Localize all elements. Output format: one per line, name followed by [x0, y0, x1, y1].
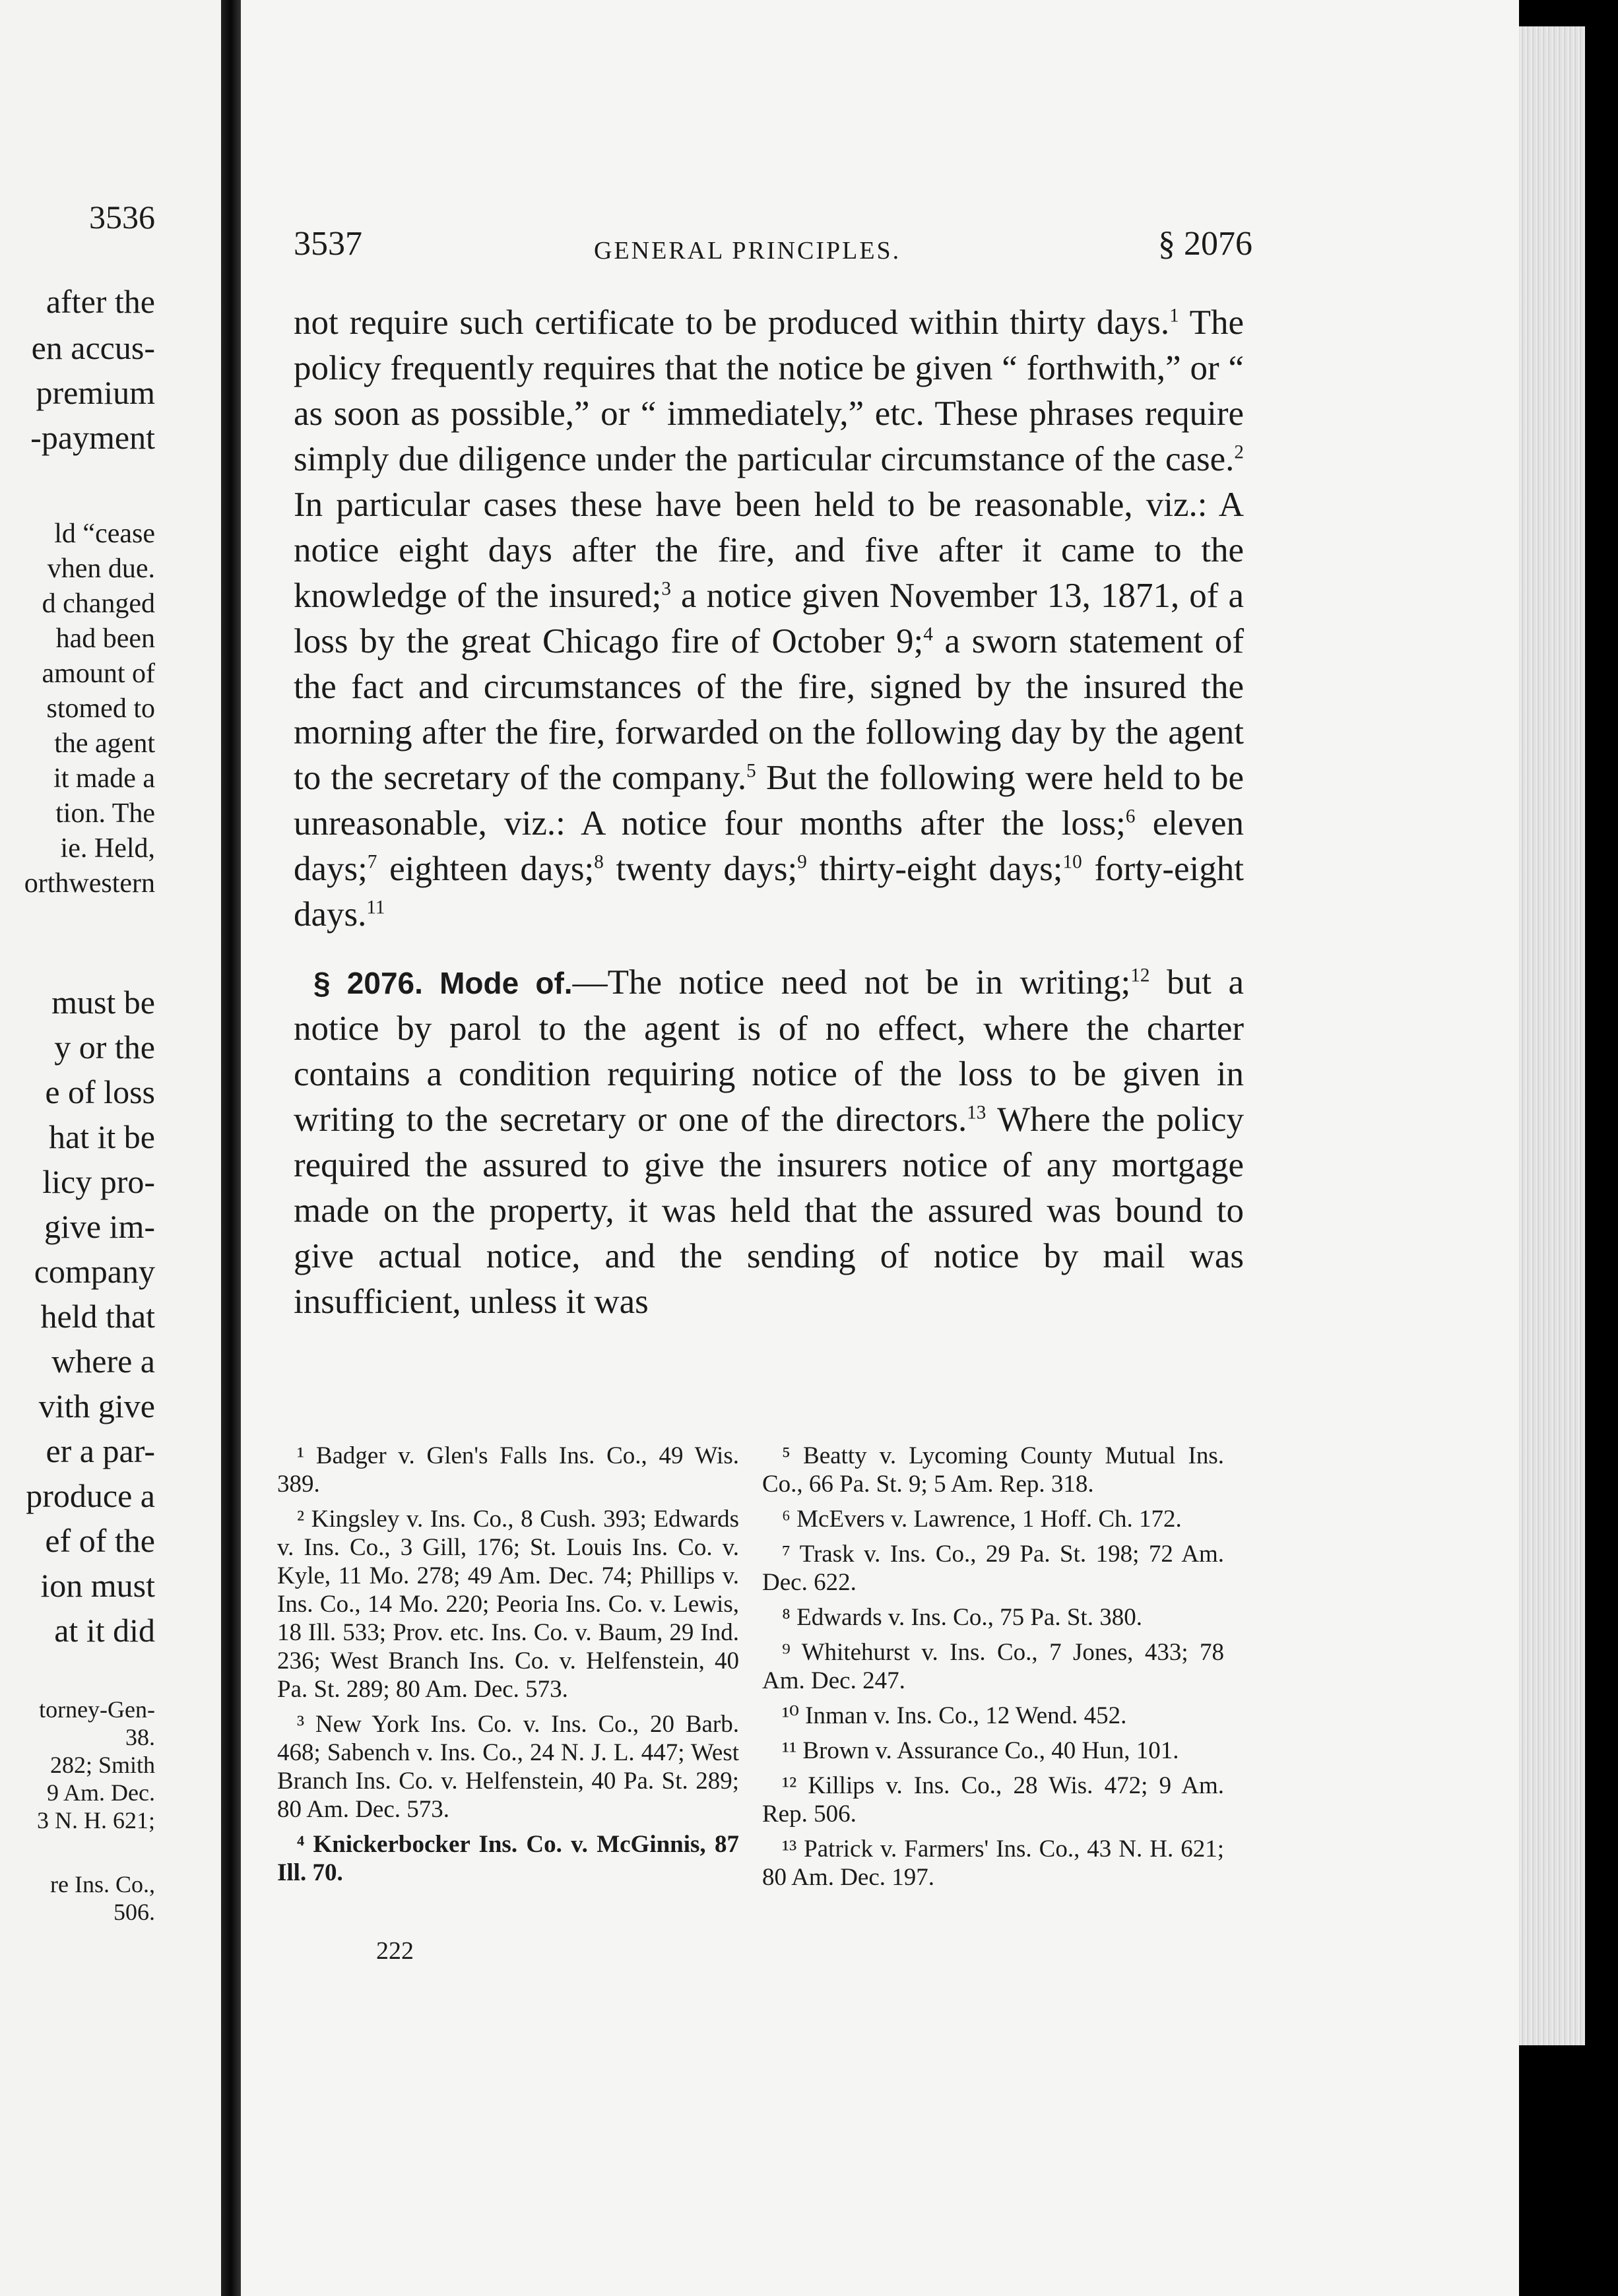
- running-title: GENERAL PRINCIPLES.: [594, 237, 901, 265]
- left-page-line: the agent: [54, 728, 155, 759]
- left-page-line: stomed to: [46, 693, 155, 724]
- left-page-line: vhen due.: [47, 554, 155, 584]
- left-page-line: d changed: [42, 589, 155, 619]
- text-run: —The notice need not be in writing;: [572, 963, 1131, 1002]
- section-heading: § 2076. Mode of.: [313, 966, 573, 1000]
- footnote-ref: 6: [1125, 806, 1136, 827]
- footnotes-left-column: [277, 1442, 739, 1894]
- left-page-line: orthwestern: [24, 868, 155, 899]
- footnote-ref: 3: [661, 578, 671, 600]
- footnote-ref: 4: [923, 623, 933, 645]
- footnote: ¹¹ Brown v. Assurance Co., 40 Hun, 101.: [782, 1737, 1179, 1764]
- footnote-ref: 10: [1062, 851, 1082, 873]
- footnote: ⁴ Knickerbocker Ins. Co. v. McGinnis, 87 Ill. 70.: [277, 1831, 739, 1886]
- footnote: ¹² Killips v. Ins. Co., 28 Wis. 472; 9 Am. Rep. 506.: [762, 1772, 1224, 1828]
- footnote-ref: 1: [1169, 305, 1179, 327]
- footnote: ² Kingsley v. Ins. Co., 8 Cush. 393; Edwards v. Ins. Co., 3 Gill, 176; St. Louis Ins. Co. v. Kyle, 11 Mo. 278; 49 Am. Dec. 74; Phillips v. Ins. Co., 14 Mo. 220; Peoria Ins. Co. v. Lewis, 18 Ill. 533; Prov. etc. Ins. Co. v. Baum, 29 Ind. 236; West Branch Ins. Co. v. Helfenstein, 40 Pa. St. 289; 80 Am. Dec. 573.: [277, 1506, 739, 1703]
- left-page-number: 3536: [89, 199, 155, 236]
- text-run: forty-eight days.: [294, 850, 1244, 934]
- footnote: ¹⁰ Inman v. Ins. Co., 12 Wend. 452.: [782, 1702, 1127, 1729]
- footnote-ref: 5: [746, 760, 756, 782]
- left-page-line: y or the: [54, 1029, 155, 1066]
- footnotes-right-column: [762, 1442, 1224, 1898]
- footnote-ref: 8: [594, 851, 604, 873]
- left-page-line: it made a: [53, 763, 155, 794]
- text-run: thirty-eight days;: [806, 850, 1063, 888]
- footnote-ref: 11: [366, 897, 385, 918]
- left-page-line: ef of the: [45, 1522, 155, 1559]
- left-page-line: vith give: [38, 1387, 155, 1424]
- left-page-line: 282; Smith: [49, 1752, 155, 1778]
- text-run: a sworn statement of the fact and circumstances of the fire, signed by the insured the morning after the fire, forwarded on the following day by the agent to the secretary of the company.: [294, 622, 1245, 797]
- footnote: ³ New York Ins. Co. v. Ins. Co., 20 Barb. 468; Sabench v. Ins. Co., 24 N. J. L. 447; West Branch Ins. Co. v. Helfenstein, 40 Pa. St. 289; 80 Am. Dec. 573.: [277, 1711, 739, 1823]
- footnote: ⁵ Beatty v. Lycoming County Mutual Ins. Co., 66 Pa. St. 9; 5 Am. Rep. 318.: [762, 1442, 1224, 1498]
- footnote-ref: 2: [1234, 441, 1244, 463]
- left-page-line: where a: [51, 1343, 155, 1380]
- left-page-line: er a par-: [46, 1432, 155, 1469]
- left-page-line: 9 Am. Dec.: [47, 1779, 155, 1806]
- left-page-line: after the: [46, 283, 155, 320]
- text-run: In particular cases these have been held to be reasonable, viz.: A notice eight days after the fire, and five after it came to the knowledge of the insured;: [294, 486, 1244, 615]
- left-page-line: must be: [51, 984, 155, 1021]
- paragraph-mode-of-notice: [294, 960, 1244, 1325]
- footnote-ref: 13: [967, 1102, 987, 1124]
- text-run: eighteen days;: [377, 850, 595, 888]
- left-page-line: amount of: [42, 658, 155, 689]
- previous-page-fragment: [0, 0, 221, 2296]
- left-page-line: 3 N. H. 621;: [37, 1807, 155, 1834]
- footnote: ⁹ Whitehurst v. Ins. Co., 7 Jones, 433; 78 Am. Dec. 247.: [762, 1639, 1224, 1694]
- left-page-line: 506.: [113, 1899, 155, 1925]
- left-page-line: produce a: [26, 1477, 155, 1514]
- left-page-line: e of loss: [45, 1073, 155, 1110]
- footnote: ⁶ McEvers v. Lawrence, 1 Hoff. Ch. 172.: [782, 1506, 1182, 1533]
- text-run: not require such certificate to be produced within thirty days.: [294, 303, 1170, 342]
- paragraph-notice-timing: [294, 300, 1244, 938]
- left-page-line: ie. Held,: [60, 833, 155, 864]
- book-gutter: [221, 0, 241, 2296]
- left-page-line: ion must: [40, 1567, 155, 1604]
- section-number: § 2076: [1158, 225, 1252, 263]
- text-run: but a notice by parol to the agent is of no effect, where the charter contains a condition requiring notice of the loss to be given in writing to the secretary or one of the directors.: [294, 963, 1245, 1139]
- left-page-line: at it did: [54, 1612, 155, 1649]
- left-page-line: re Ins. Co.,: [50, 1871, 155, 1897]
- left-page-line: -payment: [30, 419, 155, 456]
- left-page-line: tion. The: [55, 798, 155, 829]
- left-page-line: licy pro-: [42, 1163, 155, 1200]
- current-page: [241, 0, 1519, 2296]
- text-run: Where the policy required the assured to give the insurers notice of any mortgage made on the property, it was held that the assured was bound to give actual notice, and the sending of notice by mail was insufficient, unless it was: [294, 1100, 1244, 1321]
- left-page-line: company: [34, 1253, 155, 1290]
- text-run: eleven days;: [294, 804, 1245, 888]
- page-number: 3537: [294, 225, 362, 263]
- left-page-line: ld “cease: [54, 519, 155, 549]
- left-page-line: en accus-: [31, 329, 155, 366]
- body-text: [294, 300, 1244, 1325]
- left-page-line: 38.: [125, 1724, 155, 1750]
- footnote: ⁸ Edwards v. Ins. Co., 75 Pa. St. 380.: [782, 1604, 1142, 1631]
- left-page-line: give im-: [44, 1208, 155, 1245]
- text-run: a notice given November 13, 1871, of a loss by the great Chicago fire of October 9;: [294, 577, 1244, 660]
- left-page-line: premium: [36, 374, 155, 411]
- text-run: twenty days;: [603, 850, 798, 888]
- left-page-line: had been: [55, 623, 155, 654]
- footnote-ref: 7: [367, 851, 377, 873]
- text-run: But the following were held to be unreasonable, viz.: A notice four months after the loss;: [294, 759, 1244, 843]
- left-page-line: held that: [40, 1298, 155, 1335]
- footnote-ref: 9: [797, 851, 807, 873]
- text-run: The policy frequently requires that the notice be given “ forthwith,” or “ as soon as possible,” or “ immediately,” etc. These phrases require simply due diligence under the particular circumstance of the case.: [294, 303, 1244, 478]
- footnote: ¹ Badger v. Glen's Falls Ins. Co., 49 Wis. 389.: [277, 1442, 739, 1498]
- footnote: ⁷ Trask v. Ins. Co., 29 Pa. St. 198; 72 Am. Dec. 622.: [762, 1541, 1224, 1596]
- folio-signature: 222: [376, 1937, 414, 1965]
- left-page-line: torney-Gen-: [39, 1696, 155, 1723]
- left-page-line: hat it be: [48, 1118, 155, 1155]
- footnote: ¹³ Patrick v. Farmers' Ins. Co., 43 N. H. 621; 80 Am. Dec. 197.: [762, 1835, 1224, 1891]
- footnote-ref: 12: [1130, 965, 1150, 986]
